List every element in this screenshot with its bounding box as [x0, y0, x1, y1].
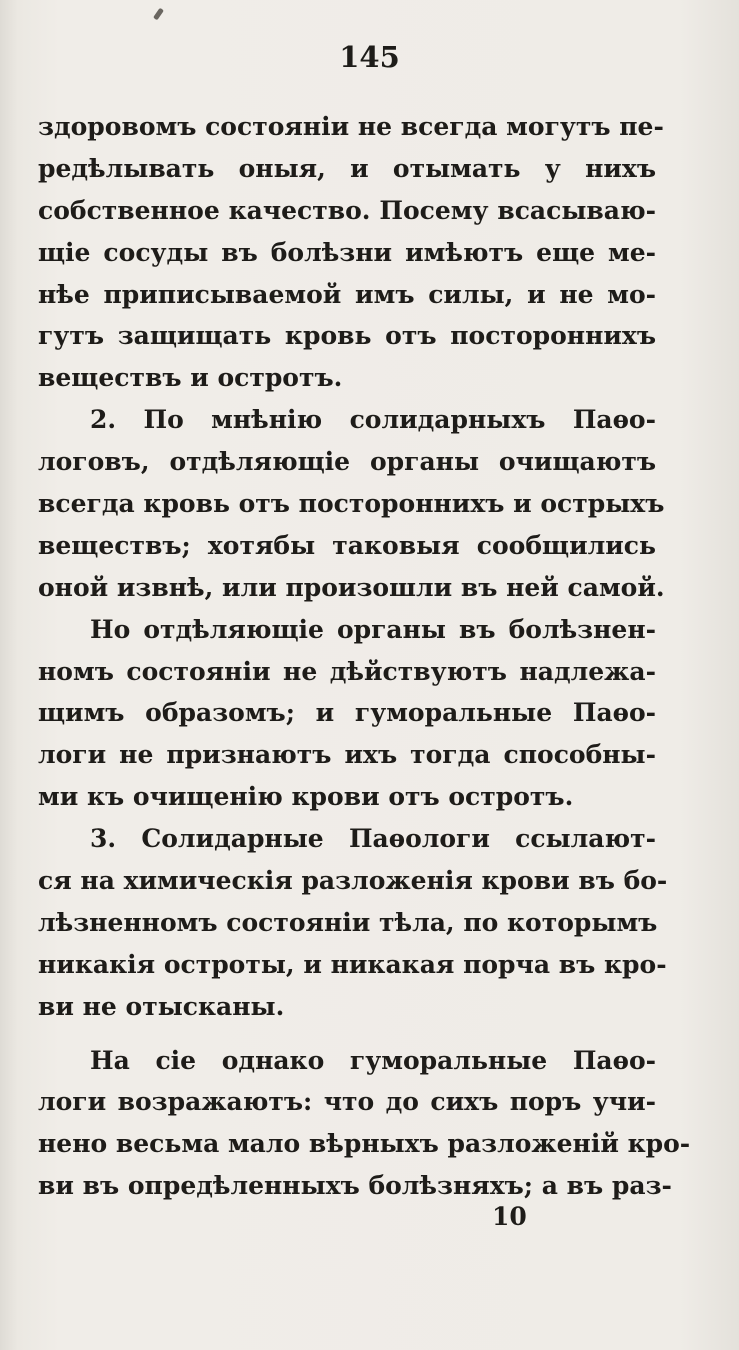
body-text: [38, 106, 691, 1207]
text-line: редѣлывать оныя, и отымать у нихъ: [38, 153, 656, 183]
text-line: логи возражаютъ: что до сихъ поръ учи-: [38, 1087, 656, 1117]
text-line: нено весьма мало вѣрныхъ разложеній кро-: [38, 1129, 691, 1159]
text-line: гутъ защищать кровь отъ постороннихъ: [38, 321, 656, 351]
text-line: ся на химическія разложенія крови въ бо-: [38, 866, 668, 896]
signature-mark: 10: [492, 1202, 527, 1231]
text-line: ви въ опредѣленныхъ болѣзняхъ; а въ раз-: [38, 1171, 672, 1201]
text-line: логи не признаютъ ихъ тогда способны-: [38, 740, 656, 770]
text-line: всегда кровь отъ постороннихъ и острыхъ: [38, 489, 665, 519]
text-line: веществъ и остротъ.: [38, 363, 343, 393]
text-line: логовъ, отдѣляющіе органы очищаютъ: [38, 447, 656, 477]
text-line: никакія остроты, и никакая порча въ кро-: [38, 949, 667, 979]
text-line: лѣзненномъ состояніи тѣла, по которымъ: [38, 907, 658, 937]
ink-mark: [153, 8, 164, 21]
text-line: щіе сосуды въ болѣзни имѣютъ еще ме-: [38, 237, 656, 267]
text-line: ви не отысканы.: [38, 991, 285, 1021]
text-line: щимъ образомъ; и гуморальные Паѳо-: [38, 698, 656, 728]
text-line: оной извнѣ, или произошли въ ней самой.: [38, 572, 665, 602]
paragraph-start: На сіе однако гуморальные Паѳо-: [90, 1045, 656, 1075]
paragraph-start: Но отдѣляющіе органы въ болѣзнен-: [90, 614, 656, 644]
paragraph-2-start: 2. По мнѣнію солидарныхъ Паѳо-: [90, 405, 656, 435]
text-line: веществъ; хотябы таковыя сообщились: [38, 530, 656, 560]
paragraph-3-start: 3. Солидарные Паѳологи ссылают-: [90, 824, 656, 854]
text-line: номъ состояніи не дѣйствуютъ надлежа-: [38, 656, 656, 686]
text-line: здоровомъ состояніи не всегда могутъ пе-: [38, 112, 664, 141]
text-line: собственное качество. Посему всасываю-: [38, 195, 656, 225]
page-number: 145: [339, 40, 400, 74]
text-line: нѣе приписываемой имъ силы, и не мо-: [38, 279, 656, 309]
text-line: ми къ очищенію крови отъ остротъ.: [38, 782, 574, 812]
